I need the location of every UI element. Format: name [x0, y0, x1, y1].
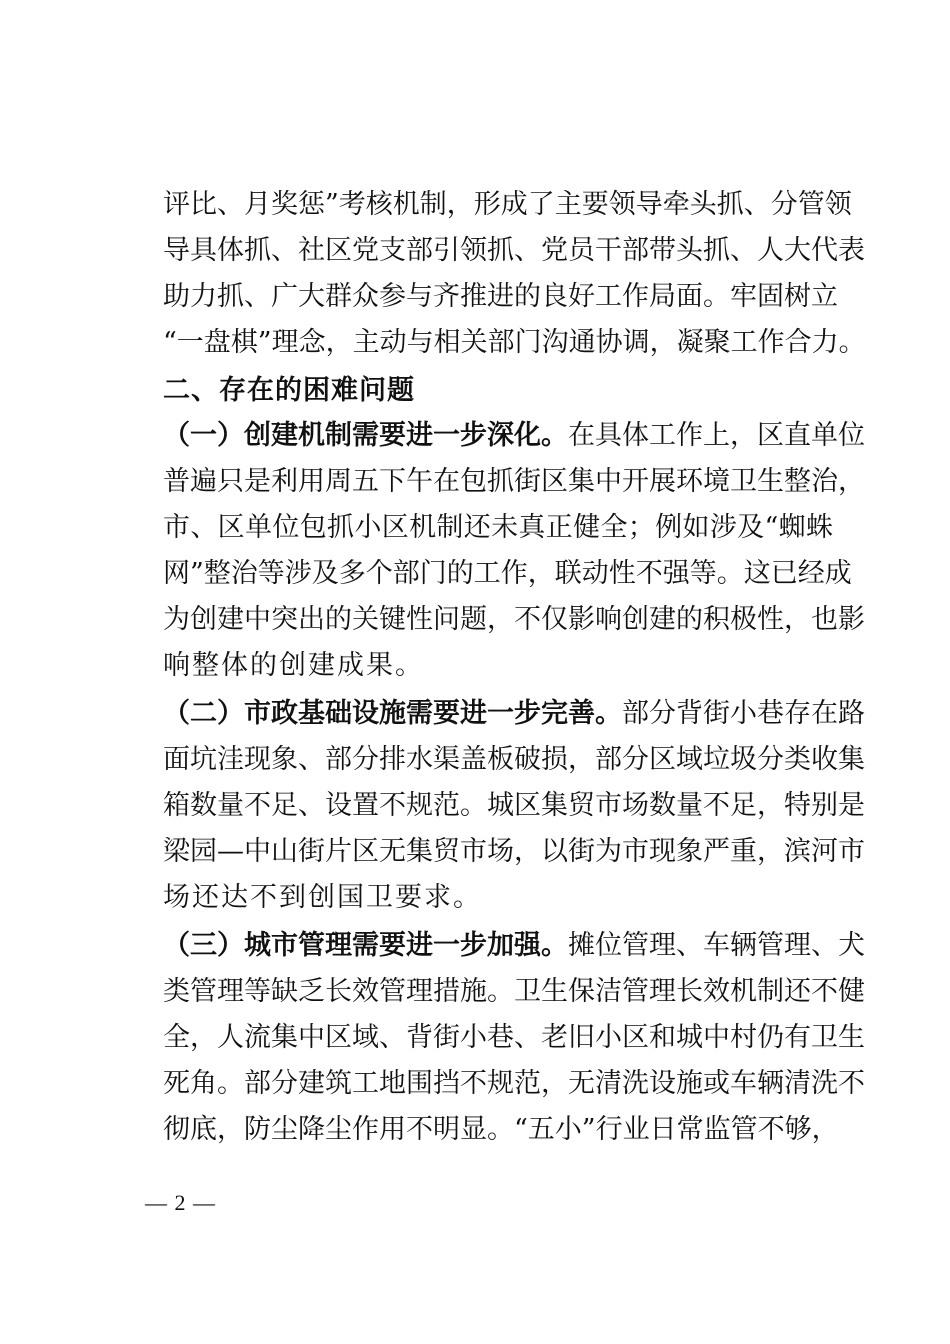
body-line: 箱数量不足、设置不规范。城区集贸市场数量不足，特别是	[163, 790, 865, 821]
body-line: 类管理等缺乏长效管理措施。卫生保洁管理长效机制还不健	[163, 976, 865, 1007]
item-first-line	[163, 691, 865, 737]
item-first-rest: 摊位管理、车辆管理、犬	[568, 930, 865, 961]
item-lead: （三）城市管理需要进一步加强。	[163, 930, 568, 961]
body-line: 评比、月奖惩”考核机制，形成了主要领导牵头抓、分管领	[163, 189, 852, 220]
body-line: “一盘棋”理念，主动与相关部门沟通协调，凝聚工作合力。	[163, 327, 866, 358]
item-lead: （二）市政基础设施需要进一步完善。	[163, 698, 622, 729]
page-number: — 2 —	[145, 1190, 216, 1215]
body-line: 导具体抓、社区党支部引领抓、党员干部带头抓、人大代表	[163, 235, 865, 266]
body-line: 面坑洼现象、部分排水渠盖板破损，部分区域垃圾分类收集	[163, 744, 865, 775]
body-line: 死角。部分建筑工地围挡不规范，无清洗设施或车辆清洗不	[163, 1068, 865, 1099]
body-line: 场还达不到创国卫要求。	[163, 882, 482, 913]
body-line: 响整体的创建成果。	[163, 650, 424, 681]
body-line: 网”整治等涉及多个部门的工作，联动性不强等。这已经成	[163, 558, 852, 589]
section-heading: 二、存在的困难问题	[163, 375, 415, 406]
body-line: 彻底，防尘降尘作用不明显。“五小”行业日常监管不够，	[163, 1114, 839, 1145]
body-line: 普遍只是利用周五下午在包抓街区集中开展环境卫生整治，	[163, 466, 865, 497]
body-line: 全，人流集中区域、背街小巷、老旧小区和城中村仍有卫生	[163, 1022, 865, 1053]
item-first-line	[163, 923, 865, 969]
body-line: 为创建中突出的关键性问题，不仅影响创建的积极性，也影	[163, 604, 865, 635]
item-first-rest: 在具体工作上，区直单位	[568, 420, 865, 451]
body-line: 梁园—中山街片区无集贸市场，以街为市现象严重，滨河市	[163, 836, 865, 867]
item-lead: （一）创建机制需要进一步深化。	[163, 420, 568, 451]
item-first-rest: 部分背街小巷存在路	[622, 698, 865, 729]
body-line: 市、区单位包抓小区机制还未真正健全；例如涉及“蜘蛛	[163, 512, 833, 543]
body-line: 助力抓、广大群众参与齐推进的良好工作局面。牢固树立	[163, 281, 838, 312]
item-first-line	[163, 413, 865, 459]
